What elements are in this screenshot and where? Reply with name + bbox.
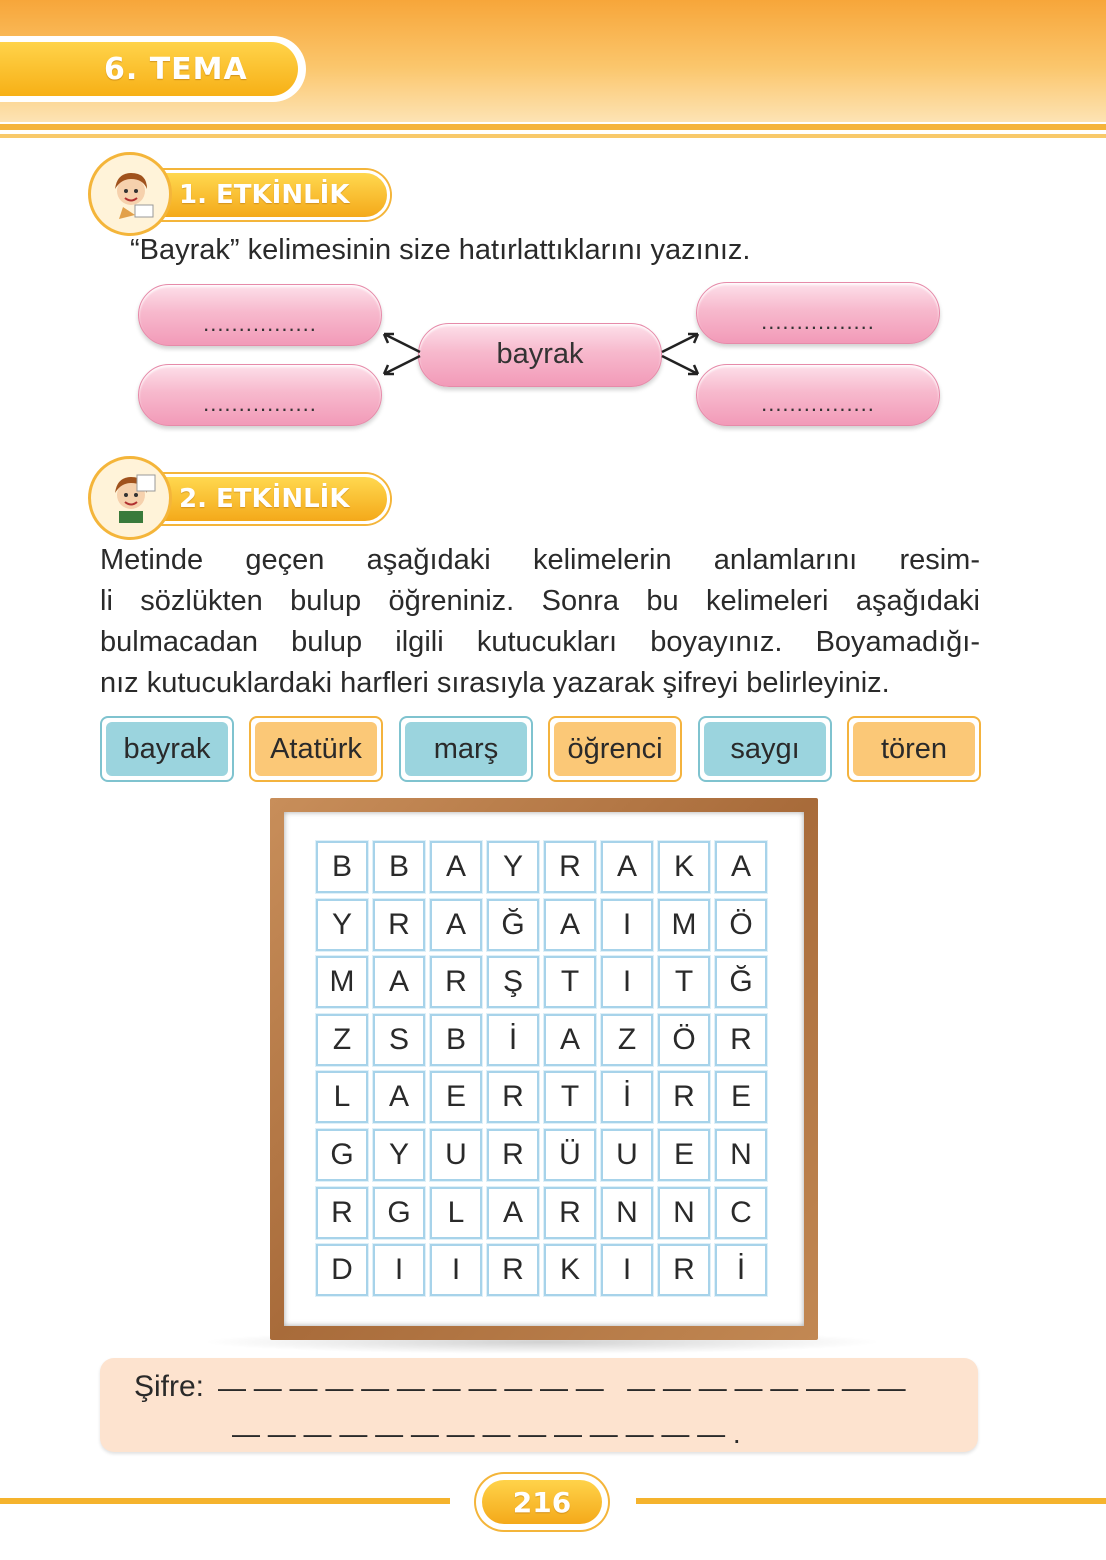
grid-cell[interactable]: B bbox=[430, 1014, 482, 1066]
header-divider bbox=[0, 124, 1106, 130]
activity-2-instruction bbox=[100, 540, 980, 704]
code-label: Şifre: bbox=[134, 1370, 205, 1403]
grid-cell[interactable]: R bbox=[544, 1187, 596, 1239]
grid-cell[interactable]: Ğ bbox=[715, 956, 767, 1008]
answer-bubble-bottom-right[interactable] bbox=[696, 364, 940, 426]
grid-cell[interactable]: K bbox=[658, 841, 710, 893]
grid-cell[interactable]: M bbox=[316, 956, 368, 1008]
grid-cell[interactable]: İ bbox=[715, 1244, 767, 1296]
grid-cell[interactable]: R bbox=[430, 956, 482, 1008]
girl-face-icon bbox=[105, 473, 157, 525]
girl-drawing-icon bbox=[88, 456, 172, 540]
answer-blank: ................ bbox=[203, 311, 317, 336]
grid-cell[interactable]: B bbox=[373, 841, 425, 893]
grid-cell[interactable]: R bbox=[487, 1071, 539, 1123]
grid-cell[interactable]: T bbox=[544, 956, 596, 1008]
grid-cell[interactable]: N bbox=[658, 1187, 710, 1239]
grid-cell[interactable]: R bbox=[658, 1071, 710, 1123]
grid-cell[interactable]: R bbox=[316, 1187, 368, 1239]
word-search-grid bbox=[316, 841, 774, 1301]
grid-cell[interactable]: A bbox=[601, 841, 653, 893]
grid-cell[interactable]: E bbox=[715, 1071, 767, 1123]
grid-cell[interactable]: T bbox=[658, 956, 710, 1008]
grid-cell[interactable]: Y bbox=[487, 841, 539, 893]
code-blanks-line-2[interactable]: — — — — — — — — — — — — — — . bbox=[232, 1418, 741, 1449]
word-chip-label: öğrenci bbox=[554, 722, 676, 776]
grid-cell[interactable]: D bbox=[316, 1244, 368, 1296]
instruction-line: bulmacadan bulup ilgili kutucukları boyayınız. Boyamadığı- bbox=[100, 626, 980, 658]
code-blanks-line-1[interactable]: — — — — — — — — — — — — — — — — — — — bbox=[218, 1372, 906, 1403]
activity-2-title: 2. ETKİNLİK bbox=[126, 474, 390, 524]
girl-writing-icon bbox=[88, 152, 172, 236]
grid-cell[interactable]: E bbox=[430, 1071, 482, 1123]
grid-cell[interactable]: I bbox=[601, 956, 653, 1008]
grid-cell[interactable]: R bbox=[373, 899, 425, 951]
grid-cell[interactable]: Y bbox=[373, 1129, 425, 1181]
grid-cell[interactable]: L bbox=[430, 1187, 482, 1239]
word-chip-label: Atatürk bbox=[255, 722, 377, 776]
grid-cell[interactable]: R bbox=[658, 1244, 710, 1296]
answer-blank: ................ bbox=[761, 309, 875, 334]
footer-line-right bbox=[636, 1498, 1106, 1504]
word-chip-label: bayrak bbox=[106, 722, 228, 776]
grid-cell[interactable]: L bbox=[316, 1071, 368, 1123]
word-chip-ataturk bbox=[249, 716, 383, 782]
grid-cell[interactable]: I bbox=[430, 1244, 482, 1296]
grid-cell[interactable]: Ğ bbox=[487, 899, 539, 951]
center-word-bubble bbox=[418, 323, 662, 387]
word-chip-saygi bbox=[698, 716, 832, 782]
answer-blank: ................ bbox=[761, 391, 875, 416]
grid-cell[interactable]: I bbox=[601, 1244, 653, 1296]
word-chip-label: tören bbox=[853, 722, 975, 776]
grid-cell[interactable]: I bbox=[601, 899, 653, 951]
theme-title: 6. TEMA bbox=[0, 42, 298, 96]
answer-bubble-top-right[interactable] bbox=[696, 282, 940, 344]
grid-cell[interactable]: G bbox=[316, 1129, 368, 1181]
girl-face-icon bbox=[105, 169, 157, 221]
grid-cell[interactable]: B bbox=[316, 841, 368, 893]
activity-1-instruction: “Bayrak” kelimesinin size hatırlattıklarını yazınız. bbox=[130, 234, 751, 266]
answer-bubble-bottom-left[interactable] bbox=[138, 364, 382, 426]
grid-cell[interactable]: Ö bbox=[715, 899, 767, 951]
grid-cell[interactable]: A bbox=[544, 1014, 596, 1066]
grid-cell[interactable]: A bbox=[487, 1187, 539, 1239]
word-chip-toren bbox=[847, 716, 981, 782]
footer-line-left bbox=[0, 1498, 450, 1504]
grid-cell[interactable]: M bbox=[658, 899, 710, 951]
grid-cell[interactable]: R bbox=[715, 1014, 767, 1066]
word-chip-mars bbox=[399, 716, 533, 782]
word-chip-label: saygı bbox=[704, 722, 826, 776]
word-chip-bayrak bbox=[100, 716, 234, 782]
grid-cell[interactable]: A bbox=[373, 1071, 425, 1123]
grid-cell[interactable]: U bbox=[430, 1129, 482, 1181]
grid-cell[interactable]: I bbox=[373, 1244, 425, 1296]
arrows-right-icon bbox=[656, 326, 706, 382]
grid-cell[interactable]: N bbox=[601, 1187, 653, 1239]
word-chip-label: marş bbox=[405, 722, 527, 776]
center-word: bayrak bbox=[496, 338, 584, 370]
word-chip-ogrenci bbox=[548, 716, 682, 782]
grid-cell[interactable]: A bbox=[430, 899, 482, 951]
answer-blank: ................ bbox=[203, 391, 317, 416]
grid-cell[interactable]: U bbox=[601, 1129, 653, 1181]
grid-cell[interactable]: R bbox=[487, 1244, 539, 1296]
page-number: 216 bbox=[482, 1480, 602, 1524]
grid-cell[interactable]: Z bbox=[601, 1014, 653, 1066]
grid-cell[interactable]: K bbox=[544, 1244, 596, 1296]
grid-cell[interactable]: E bbox=[658, 1129, 710, 1181]
grid-cell[interactable]: A bbox=[373, 956, 425, 1008]
instruction-line: Metinde geçen aşağıdaki kelimelerin anlamlarını resim- bbox=[100, 544, 980, 576]
grid-cell[interactable]: N bbox=[715, 1129, 767, 1181]
grid-cell[interactable]: İ bbox=[487, 1014, 539, 1066]
grid-cell[interactable]: Ü bbox=[544, 1129, 596, 1181]
grid-cell[interactable]: S bbox=[373, 1014, 425, 1066]
grid-cell[interactable]: Y bbox=[316, 899, 368, 951]
header-divider-thin bbox=[0, 134, 1106, 138]
grid-cell[interactable]: A bbox=[430, 841, 482, 893]
activity-1-title: 1. ETKİNLİK bbox=[126, 170, 390, 220]
grid-cell[interactable]: Ö bbox=[658, 1014, 710, 1066]
grid-cell[interactable]: A bbox=[715, 841, 767, 893]
instruction-line: nız kutucuklardaki harfleri sırasıyla yazarak şifreyi belirleyiniz. bbox=[100, 667, 890, 699]
answer-bubble-top-left[interactable] bbox=[138, 284, 382, 346]
grid-cell[interactable]: R bbox=[487, 1129, 539, 1181]
grid-cell[interactable]: T bbox=[544, 1071, 596, 1123]
grid-cell[interactable]: R bbox=[544, 841, 596, 893]
grid-cell[interactable]: A bbox=[544, 899, 596, 951]
grid-cell[interactable]: G bbox=[373, 1187, 425, 1239]
arrows-left-icon bbox=[376, 326, 426, 382]
grid-cell[interactable]: C bbox=[715, 1187, 767, 1239]
grid-cell[interactable]: Z bbox=[316, 1014, 368, 1066]
grid-cell[interactable]: Ş bbox=[487, 956, 539, 1008]
instruction-line: li sözlükten bulup öğreniniz. Sonra bu kelimeleri aşağıdaki bbox=[100, 585, 980, 617]
grid-cell[interactable]: İ bbox=[601, 1071, 653, 1123]
